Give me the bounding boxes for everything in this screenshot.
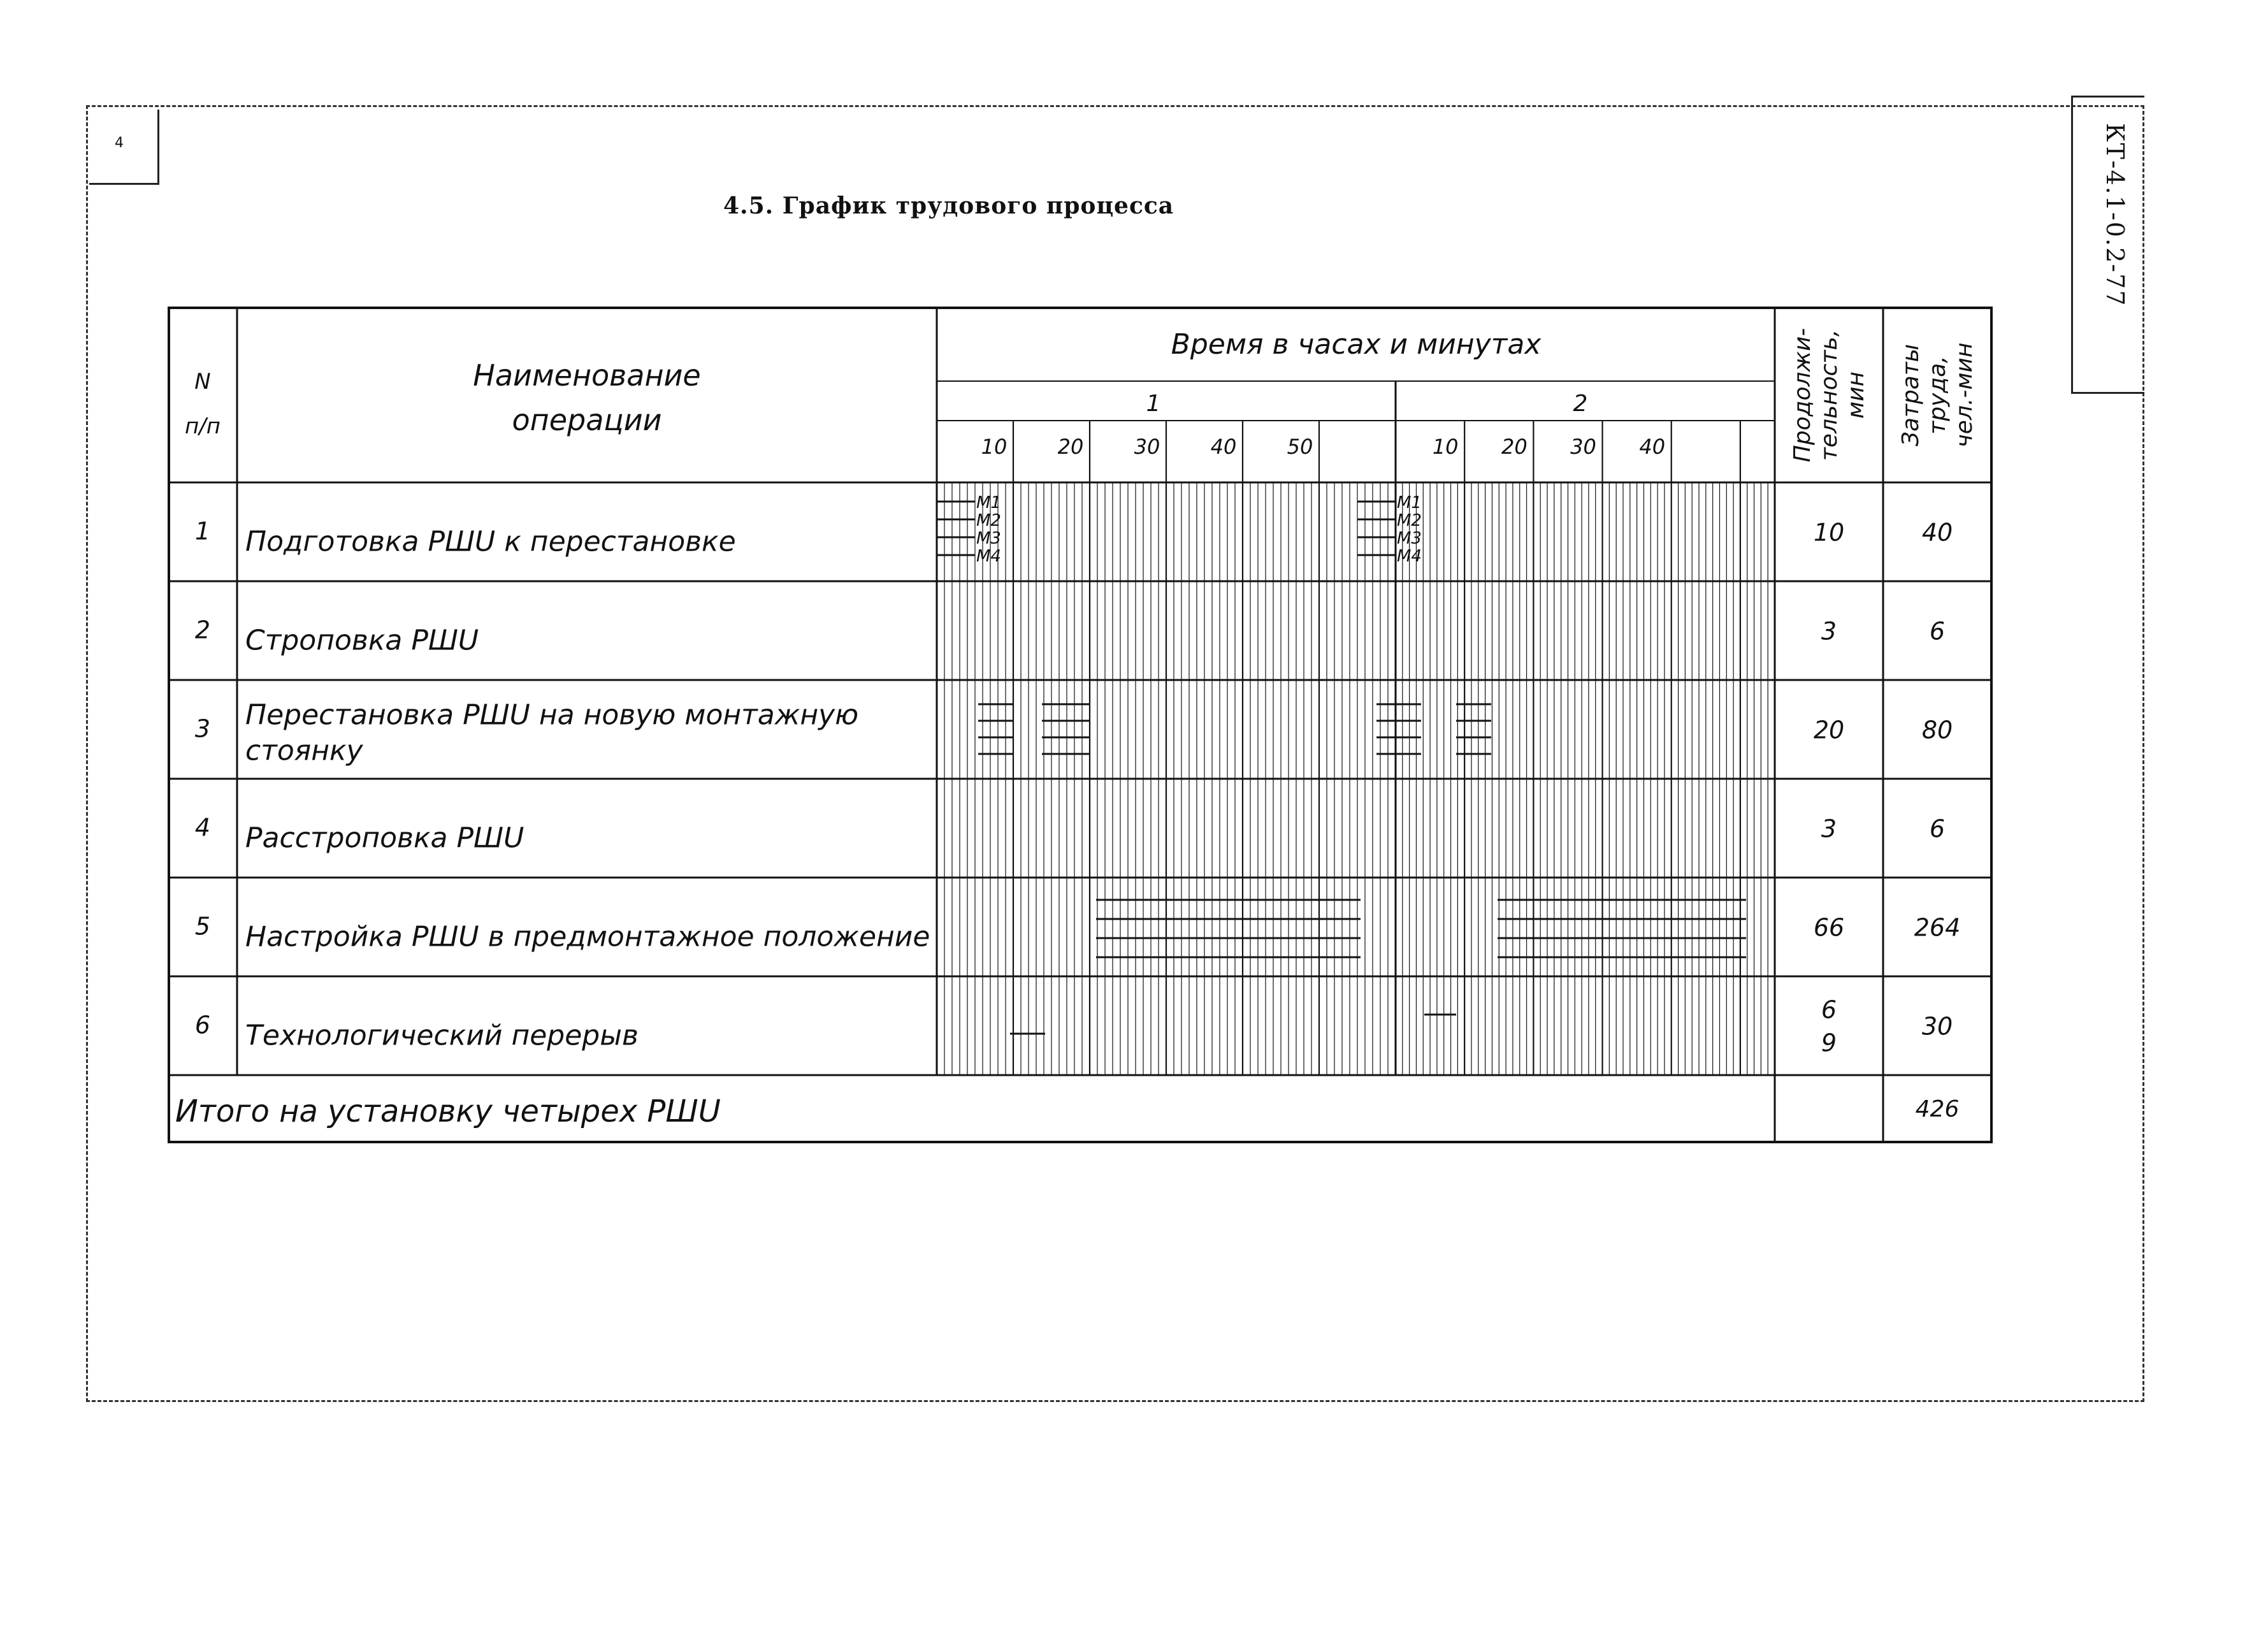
duration-value: 6 [1821, 995, 1837, 1024]
header-labor-label-line: Затраты [1898, 343, 1924, 447]
header-name-label: операции [512, 403, 662, 437]
labor-value: 40 [1921, 518, 1953, 547]
header-minute-label: 40 [1639, 435, 1666, 459]
worker-mark: M1 [976, 493, 1001, 512]
worker-mark: M2 [976, 511, 1001, 530]
page-mark: 4 [115, 135, 124, 151]
header-labor-label-line: труда, [1925, 356, 1951, 435]
header-time-label: Время в часах и минутах [1171, 328, 1542, 361]
duration-value: 3 [1821, 617, 1837, 646]
total-label: Итого на установку четырех РШU [175, 1094, 721, 1129]
row-number: 6 [194, 1011, 211, 1039]
header-duration-label-line: тельность, [1816, 329, 1842, 461]
total-value: 426 [1915, 1096, 1960, 1122]
duration-value: 3 [1821, 814, 1837, 843]
worker-mark: M4 [976, 547, 1001, 566]
duration-value: 20 [1813, 716, 1845, 744]
duration-value: 66 [1813, 913, 1845, 942]
operation-name: стоянку [245, 734, 363, 767]
operation-name: Расстроповка РШU [245, 821, 524, 855]
page-title: 4.5. График трудового процесса [723, 192, 1174, 219]
header-minute-label: 40 [1210, 435, 1237, 459]
worker-mark: M2 [1397, 511, 1422, 530]
header-duration-label-line: мин [1843, 371, 1869, 419]
operation-name: Настройка РШU в предмонтажное положение [245, 920, 930, 953]
row-number: 5 [194, 912, 211, 941]
operation-name: Технологический перерыв [245, 1019, 639, 1052]
operation-name: Перестановка РШU на новую монтажную [245, 698, 859, 732]
labor-value: 6 [1929, 814, 1946, 843]
labor-value: 264 [1914, 913, 1961, 942]
worker-mark: M3 [976, 529, 1001, 548]
worker-mark: M1 [1397, 493, 1422, 512]
header-minute-label: 30 [1134, 435, 1160, 459]
header-minute-label: 10 [981, 435, 1008, 459]
header-labor-label-line: чел.-мин [1951, 342, 1977, 448]
document-code: КТ-4.1-0.2-77 [2101, 123, 2129, 307]
row-number: 3 [194, 714, 211, 743]
header-labor-label [1898, 343, 1977, 448]
table-text [175, 328, 1977, 1129]
worker-mark: M4 [1397, 547, 1422, 566]
header-minute-label: 50 [1287, 435, 1313, 459]
labor-value: 80 [1921, 716, 1953, 744]
operation-name: Подготовка РШU к перестановке [245, 525, 736, 558]
header-minute-label: 10 [1432, 435, 1459, 459]
row-number: 1 [194, 517, 211, 546]
duration-value: 9 [1821, 1029, 1837, 1057]
header-number-label: N [194, 369, 211, 394]
header-duration-label-line: Продолжи- [1789, 328, 1816, 463]
labor-value: 6 [1929, 617, 1946, 646]
header-hour-label: 2 [1573, 391, 1588, 417]
header-name-label: Наименование [473, 358, 701, 393]
header-minute-label: 30 [1570, 435, 1596, 459]
header-number-label: п/п [185, 414, 220, 439]
labor-value: 30 [1921, 1012, 1953, 1041]
header-duration-label [1789, 328, 1869, 463]
header-minute-label: 20 [1057, 435, 1084, 459]
header-hour-label: 1 [1146, 391, 1161, 417]
duration-value: 10 [1813, 518, 1845, 547]
schedule-bars [937, 493, 1746, 1034]
worker-mark: M3 [1397, 529, 1422, 548]
header-minute-label: 20 [1501, 435, 1528, 459]
row-number: 2 [194, 616, 211, 644]
row-number: 4 [194, 813, 211, 842]
operation-name: Строповка РШU [245, 624, 479, 657]
